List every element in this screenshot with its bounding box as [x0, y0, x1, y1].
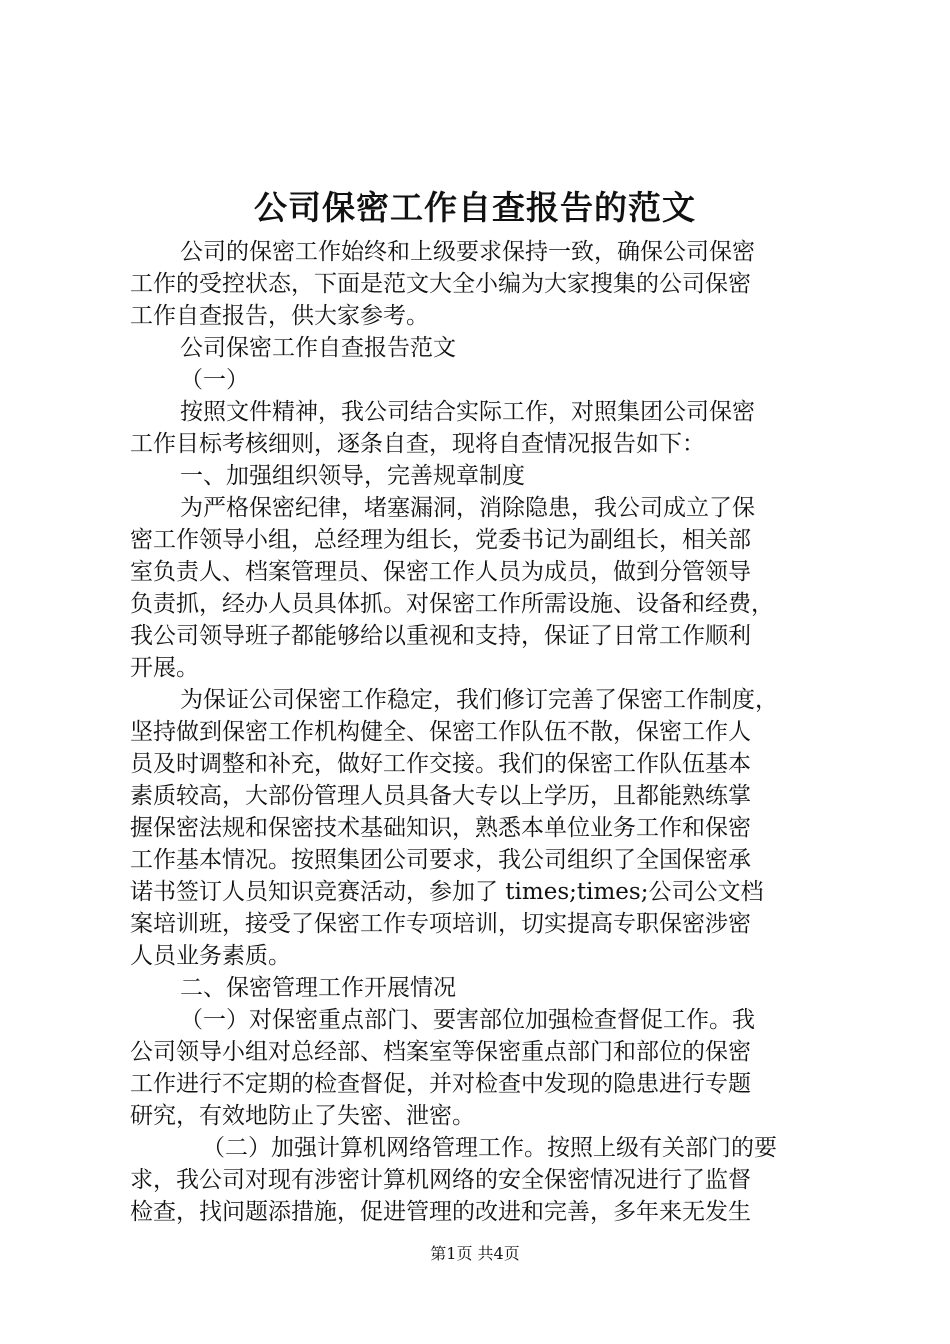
body-line: 人员业务素质。: [130, 943, 291, 969]
body-line: 求，我公司对现有涉密计算机网络的安全保密情况进行了监督: [130, 1167, 751, 1193]
body-line: 工作目标考核细则，逐条自查，现将自查情况报告如下：: [130, 431, 705, 457]
body-line: 按照文件精神，我公司结合实际工作，对照集团公司保密: [180, 399, 755, 425]
body-line: 研究，有效地防止了失密、泄密。: [130, 1103, 475, 1129]
body-line: 公司保密工作自查报告范文: [180, 335, 456, 361]
body-line: 一、加强组织领导，完善规章制度: [180, 463, 525, 489]
body-line: 负责抓，经办人员具体抓。对保密工作所需设施、设备和经费，: [130, 591, 774, 617]
body-line: 为保证公司保密工作稳定，我们修订完善了保密工作制度，: [180, 687, 778, 713]
document-title: 公司保密工作自查报告的范文: [254, 188, 696, 227]
body-line: 握保密法规和保密技术基础知识，熟悉本单位业务工作和保密: [130, 815, 751, 841]
body-line: 工作的受控状态，下面是范文大全小编为大家搜集的公司保密: [130, 271, 751, 297]
body-line: 公司的保密工作始终和上级要求保持一致，确保公司保密: [180, 239, 755, 265]
body-line: （一）对保密重点部门、要害部位加强检查督促工作。我: [180, 1007, 755, 1033]
body-line: 诺书签订人员知识竞赛活动，参加了 times;times;公司公文档: [130, 879, 764, 905]
body-line: （二）加强计算机网络管理工作。按照上级有关部门的要: [202, 1135, 777, 1161]
body-line: 工作基本情况。按照集团公司要求，我公司组织了全国保密承: [130, 847, 751, 873]
body-line: 密工作领导小组，总经理为组长，党委书记为副组长，相关部: [130, 527, 751, 553]
body-line: 检查，找问题添措施，促进管理的改进和完善，多年来无发生: [130, 1199, 751, 1225]
body-line: 室负责人、档案管理员、保密工作人员为成员，做到分管领导: [130, 559, 751, 585]
page-footer: 第1页 共4页: [430, 1244, 520, 1263]
body-line: 工作自查报告，供大家参考。: [130, 303, 429, 329]
body-line: （一）: [180, 367, 249, 393]
document-body: [130, 236, 830, 1228]
body-line: 公司领导小组对总经部、档案室等保密重点部门和部位的保密: [130, 1039, 751, 1065]
body-line: 二、保密管理工作开展情况: [180, 975, 456, 1001]
body-line: 坚持做到保密工作机构健全、保密工作队伍不散，保密工作人: [130, 719, 751, 745]
body-line: 为严格保密纪律，堵塞漏洞，消除隐患，我公司成立了保: [180, 495, 755, 521]
body-line: 我公司领导班子都能够给以重视和支持，保证了日常工作顺利: [130, 623, 751, 649]
body-line: 员及时调整和补充，做好工作交接。我们的保密工作队伍基本: [130, 751, 751, 777]
body-line: 开展。: [130, 655, 199, 681]
body-line: 素质较高，大部份管理人员具备大专以上学历，且都能熟练掌: [130, 783, 751, 809]
body-line: 工作进行不定期的检查督促，并对检查中发现的隐患进行专题: [130, 1071, 751, 1097]
body-line: 案培训班，接受了保密工作专项培训，切实提高专职保密涉密: [130, 911, 751, 937]
